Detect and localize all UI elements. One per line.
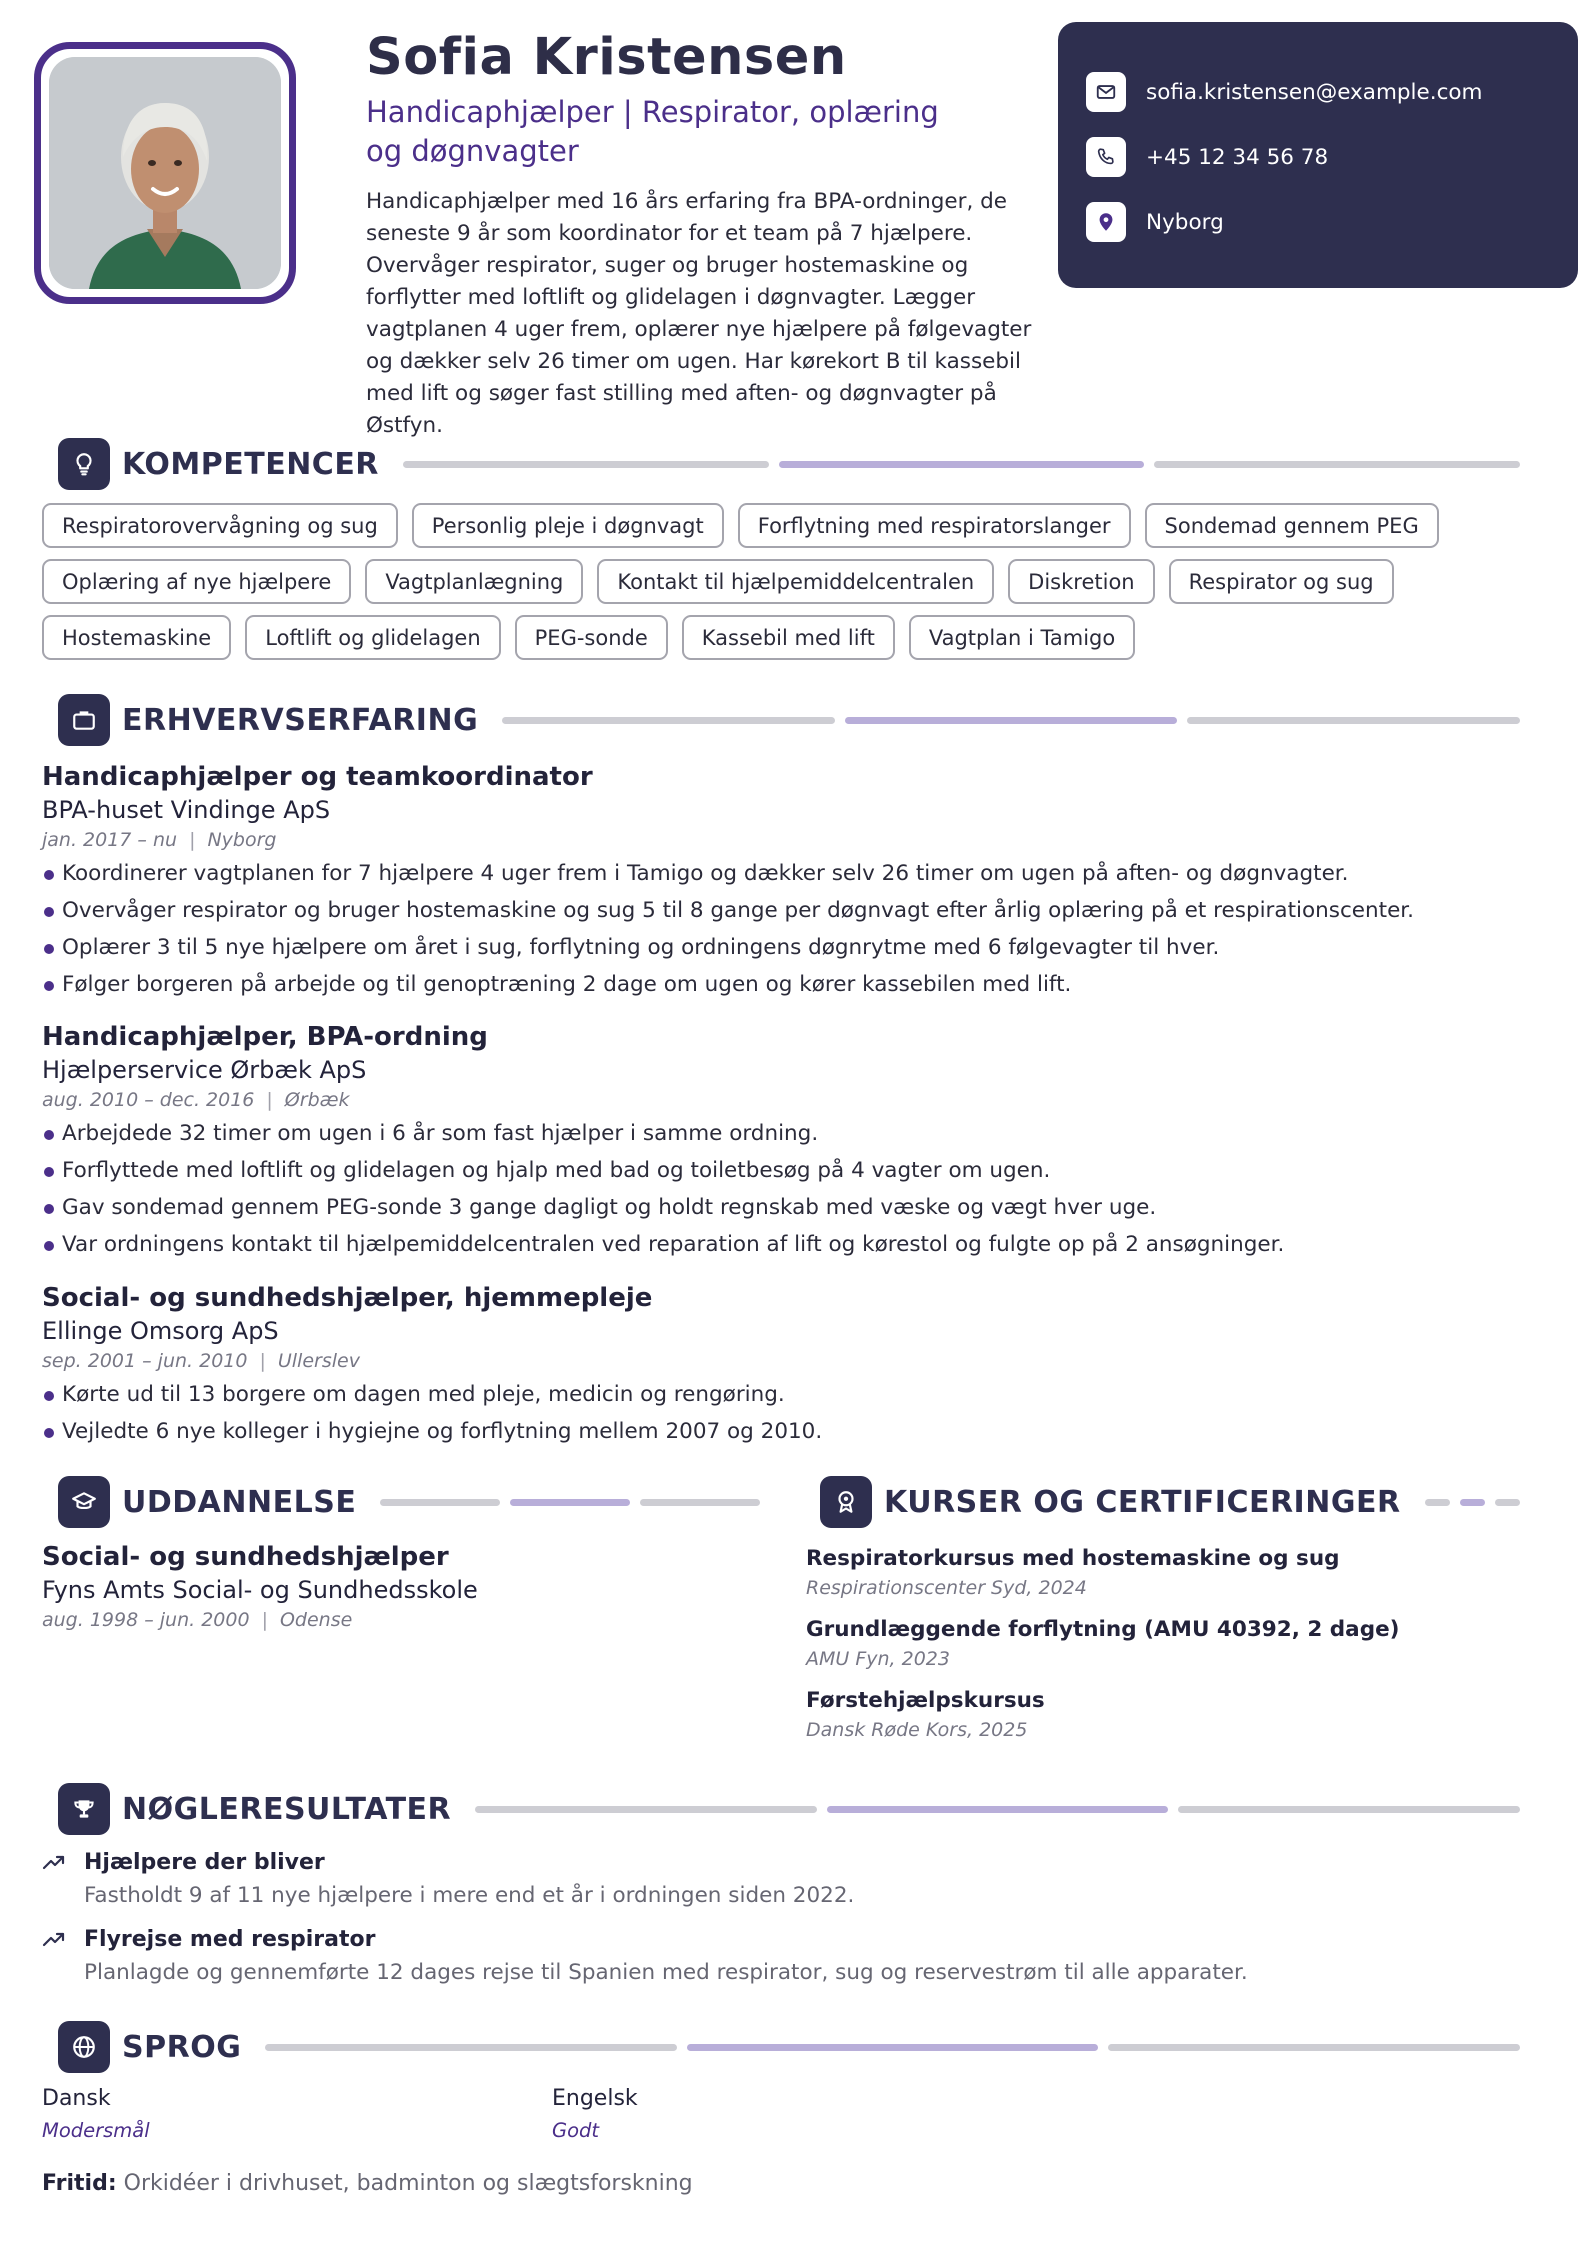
headline: [366, 93, 966, 171]
skill-chip: Vagtplanlægning: [365, 559, 583, 604]
contact-phone-row[interactable]: [1086, 137, 1328, 177]
language-entry: [552, 2086, 638, 2142]
courses-title: KURSER OG CERTIFICERINGER: [884, 1484, 1401, 1520]
job-employer: BPA-huset Vindinge ApS: [42, 796, 331, 824]
contact-email[interactable]: sofia.kristensen@example.com: [1146, 79, 1483, 105]
job-bullets: [42, 1376, 1542, 1450]
section-divider: [403, 461, 1520, 468]
language-name: Engelsk: [552, 2086, 638, 2111]
contact-location: Nyborg: [1146, 209, 1224, 235]
job-location: Ørbæk: [284, 1089, 350, 1111]
phone-icon: [1086, 137, 1126, 177]
contact-phone[interactable]: +45 12 34 56 78: [1146, 144, 1329, 170]
job-location: Ullerslev: [277, 1350, 360, 1372]
job-bullet: Koordinerer vagtplanen for 7 hjælpere 4 uger frem i Tamigo og dækker selv 26 timer om ugen på aften- og døgnvagter.: [42, 855, 1542, 892]
skill-chip: Hostemaskine: [42, 615, 231, 660]
course-name: Grundlæggende forflytning (AMU 40392, 2 dage): [806, 1617, 1400, 1642]
languages-title: SPROG: [122, 2029, 242, 2065]
degree-title: Social- og sundhedshjælper: [42, 1542, 449, 1572]
graduation-cap-icon: [58, 1476, 110, 1528]
course-entry: [806, 1546, 1526, 1599]
course-entry: [806, 1688, 1526, 1741]
job-bullet: Gav sondemad gennem PEG-sonde 3 gange dagligt og holdt regnskab med væske og vægt hver uge.: [42, 1189, 1542, 1226]
contact-location-row: [1086, 202, 1224, 242]
job-location: Nyborg: [207, 829, 277, 851]
result-entry: [42, 1850, 1542, 1908]
skill-chip: Respirator og sug: [1169, 559, 1394, 604]
job-dates: jan. 2017 – nu: [42, 829, 178, 851]
education-dates: aug. 1998 – jun. 2000: [42, 1609, 250, 1631]
education-entry: [42, 1542, 742, 1631]
job-entry: [42, 1022, 1542, 1263]
job-bullet: Oplærer 3 til 5 nye hjælpere om året i sug, forflytning og ordningens døgnrytme med 6 følgevagter til hver.: [42, 929, 1542, 966]
skill-chip: Oplæring af nye hjælpere: [42, 559, 351, 604]
job-bullet: Kørte ud til 13 borgere om dagen med pleje, medicin og rengøring.: [42, 1376, 1542, 1413]
job-meta: jan. 2017 – nu | Nyborg: [42, 829, 277, 851]
course-entry: [806, 1617, 1526, 1670]
globe-icon: [58, 2021, 110, 2073]
location-pin-icon: [1086, 202, 1126, 242]
headline-line-1: Handicaphjælper | Respirator, oplæring: [366, 95, 939, 129]
skill-chip: Respiratorovervågning og sug: [42, 503, 398, 548]
job-bullets: [42, 855, 1542, 1003]
skill-chip: Diskretion: [1008, 559, 1154, 604]
skills-title: KOMPETENCER: [122, 446, 379, 482]
education-section-header: [58, 1476, 760, 1528]
result-description: Fastholdt 9 af 11 nye hjælpere i mere end et år i ordningen siden 2022.: [84, 1883, 855, 1908]
skill-chip: Kontakt til hjælpemiddelcentralen: [597, 559, 994, 604]
job-bullet: Arbejdede 32 timer om ugen i 6 år som fast hjælper i samme ordning.: [42, 1115, 1542, 1152]
job-meta: aug. 2010 – dec. 2016 | Ørbæk: [42, 1089, 350, 1111]
trophy-icon: [58, 1783, 110, 1835]
profile-photo-frame: [34, 42, 296, 304]
language-level: Modersmål: [42, 2119, 150, 2142]
job-bullet: Forflyttede med loftlift og glidelagen og hjalp med bad og toiletbesøg på 4 vagter om ugen.: [42, 1152, 1542, 1189]
skill-chip: Sondemad gennem PEG: [1145, 503, 1439, 548]
hobbies-label: Fritid:: [42, 2171, 117, 2196]
job-entry: [42, 762, 1542, 1003]
course-meta: Dansk Røde Kors, 2025: [806, 1719, 1028, 1741]
experience-title: ERHVERVSERFARING: [122, 702, 479, 738]
experience-section-header: [58, 694, 1520, 746]
job-bullet: Følger borgeren på arbejde og til genoptræning 2 dage om ugen og kører kassebilen med lift.: [42, 966, 1542, 1003]
portrait-image: [49, 57, 281, 289]
skill-chip: Forflytning med respiratorslanger: [738, 503, 1131, 548]
education-meta: aug. 1998 – jun. 2000 | Odense: [42, 1609, 353, 1631]
course-meta: AMU Fyn, 2023: [806, 1648, 950, 1670]
skill-chip: Loftlift og glidelagen: [245, 615, 500, 660]
job-dates: aug. 2010 – dec. 2016: [42, 1089, 255, 1111]
trending-up-icon: [42, 1850, 84, 1908]
skill-chip: Vagtplan i Tamigo: [909, 615, 1135, 660]
course-meta: Respirationscenter Syd, 2024: [806, 1577, 1087, 1599]
skill-chip: Kassebil med lift: [682, 615, 895, 660]
hobbies: [42, 2171, 693, 2196]
contact-panel: [1058, 22, 1578, 288]
language-name: Dansk: [42, 2086, 111, 2111]
results-title: NØGLERESULTATER: [122, 1791, 452, 1827]
skills-section-header: [58, 438, 1520, 490]
course-name: Førstehjælpskursus: [806, 1688, 1045, 1713]
job-dates: sep. 2001 – jun. 2010: [42, 1350, 248, 1372]
job-bullets: [42, 1115, 1542, 1263]
lightbulb-icon: [58, 438, 110, 490]
award-badge-icon: [820, 1476, 872, 1528]
skill-chip: Personlig pleje i døgnvagt: [412, 503, 724, 548]
candidate-name: Sofia Kristensen: [366, 28, 847, 87]
job-title: Handicaphjælper, BPA-ordning: [42, 1022, 488, 1052]
trending-up-icon: [42, 1927, 84, 1985]
profile-summary: Handicaphjælper med 16 års erfaring fra BPA-ordninger, de seneste 9 år som koordinator for et team på 7 hjælpere. Overvåger respirator, suger og bruger hostemaskine og forflytter med loftlift og glidelagen i døgnvagter. Lægger vagtplanen 4 uger frem, oplærer nye hjælpere på følgevagter og dækker selv 26 timer om ugen. Har kørekort B til kassebil med lift og søger fast stilling med aften- og døgnvagter på Østfyn.: [366, 189, 1032, 438]
headline-line-2: og døgnvagter: [366, 134, 579, 168]
section-divider: [265, 2044, 1520, 2051]
education-location: Odense: [279, 1609, 353, 1631]
job-bullet: Overvåger respirator og bruger hostemaskine og sug 5 til 8 gange per døgnvagt efter årlig oplæring på et respirationscenter.: [42, 892, 1542, 929]
job-employer: Ellinge Omsorg ApS: [42, 1317, 279, 1345]
job-employer: Hjælperservice Ørbæk ApS: [42, 1056, 367, 1084]
language-level: Godt: [552, 2119, 600, 2142]
section-divider: [380, 1499, 760, 1506]
courses-list: [806, 1546, 1526, 1741]
job-entry: [42, 1283, 1542, 1450]
job-title: Social- og sundhedshjælper, hjemmepleje: [42, 1283, 653, 1313]
school-name: Fyns Amts Social- og Sundhedsskole: [42, 1576, 478, 1604]
section-divider: [1425, 1499, 1520, 1506]
result-title: Flyrejse med respirator: [84, 1927, 376, 1952]
course-name: Respiratorkursus med hostemaskine og sug: [806, 1546, 1340, 1571]
section-divider: [475, 1806, 1520, 1813]
hobbies-text: Orkidéer i drivhuset, badminton og slægtsforskning: [123, 2171, 693, 2196]
courses-section-header: [820, 1476, 1520, 1528]
profile-photo: [49, 57, 281, 289]
languages-section-header: [58, 2021, 1520, 2073]
mail-icon: [1086, 72, 1126, 112]
briefcase-icon: [58, 694, 110, 746]
job-bullet: Vejledte 6 nye kolleger i hygiejne og forflytning mellem 2007 og 2010.: [42, 1413, 1542, 1450]
skill-chip: PEG-sonde: [515, 615, 668, 660]
skills-list: [42, 503, 1522, 660]
results-list: [42, 1850, 1542, 1985]
contact-email-row[interactable]: [1086, 72, 1483, 112]
section-divider: [502, 717, 1520, 724]
education-title: UDDANNELSE: [122, 1484, 357, 1520]
job-title: Handicaphjælper og teamkoordinator: [42, 762, 593, 792]
job-bullet: Var ordningens kontakt til hjælpemiddelcentralen ved reparation af lift og kørestol og fulgte op på 2 ansøgninger.: [42, 1226, 1542, 1263]
result-title: Hjælpere der bliver: [84, 1850, 325, 1875]
language-entry: [42, 2086, 150, 2142]
results-section-header: [58, 1783, 1520, 1835]
result-description: Planlagde og gennemførte 12 dages rejse til Spanien med respirator, sug og reservestrøm til alle apparater.: [84, 1960, 1248, 1985]
result-entry: [42, 1927, 1542, 1985]
job-meta: sep. 2001 – jun. 2010 | Ullerslev: [42, 1350, 360, 1372]
